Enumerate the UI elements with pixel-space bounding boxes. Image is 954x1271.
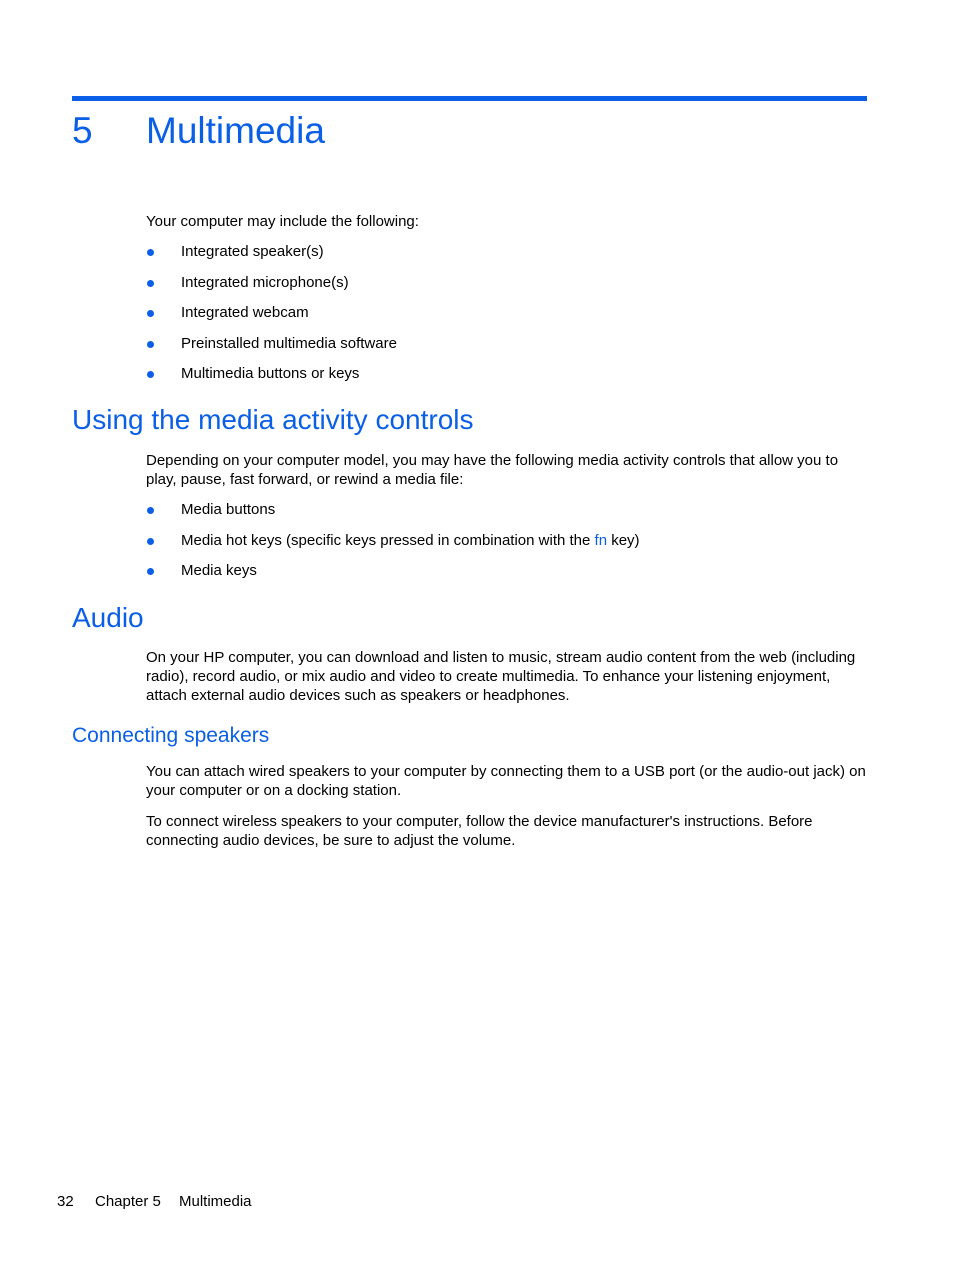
list-item: Preinstalled multimedia software (146, 334, 868, 365)
bullet-icon (147, 249, 154, 256)
list-item: Media keys (146, 561, 868, 592)
speakers-paragraph-1: You can attach wired speakers to your computer by connecting them to a USB port (or the audio-out jack) on your computer or on a docking station. (146, 763, 866, 799)
media-hotkeys-text-end: key) (607, 531, 640, 549)
media-controls-text: Depending on your computer model, you may have the following media activity controls that allow you to play, pause, fast forward, or rewind a media file: (146, 452, 839, 488)
bullet-icon (147, 371, 154, 378)
list-item (146, 531, 868, 562)
bullet-icon (147, 341, 154, 348)
bullet-icon (147, 310, 154, 317)
intro-list (146, 242, 868, 395)
audio-text: On your HP computer, you can download and listen to music, stream audio content from the web (including radio), record audio, or mix audio and video to create multimedia. To enhance your listening enjoyment, attach external audio devices such as speakers or headphones. (146, 649, 856, 704)
chapter-number: 5 (72, 110, 93, 151)
bullet-icon (147, 538, 154, 545)
footer-chapter-title: Multimedia (179, 1193, 252, 1210)
footer-chapter-label: Chapter 5 (95, 1193, 161, 1210)
chapter-rule (72, 96, 867, 101)
bullet-icon (147, 507, 154, 514)
speakers-paragraph-2: To connect wireless speakers to your computer, follow the device manufacturer's instructions. Before connecting audio devices, be sure to adjust the volume. (146, 813, 813, 849)
list-item: Media buttons (146, 500, 868, 531)
section-heading-media-controls: Using the media activity controls (72, 404, 474, 435)
list-item: Integrated microphone(s) (146, 273, 868, 304)
list-item: Multimedia buttons or keys (146, 364, 868, 395)
list-item: Integrated speaker(s) (146, 242, 868, 273)
bullet-icon (147, 568, 154, 575)
subsection-heading-speakers: Connecting speakers (72, 724, 270, 747)
media-controls-list (146, 500, 868, 592)
media-hotkeys-text: Media hot keys (specific keys pressed in combination with the (181, 531, 595, 549)
fn-key-link[interactable]: fn (594, 531, 608, 549)
section-heading-audio: Audio (72, 602, 144, 633)
chapter-title: Multimedia (146, 110, 325, 151)
intro-text: Your computer may include the following: (146, 213, 419, 230)
list-item: Integrated webcam (146, 303, 868, 334)
page-number: 32 (57, 1193, 74, 1210)
bullet-icon (147, 280, 154, 287)
